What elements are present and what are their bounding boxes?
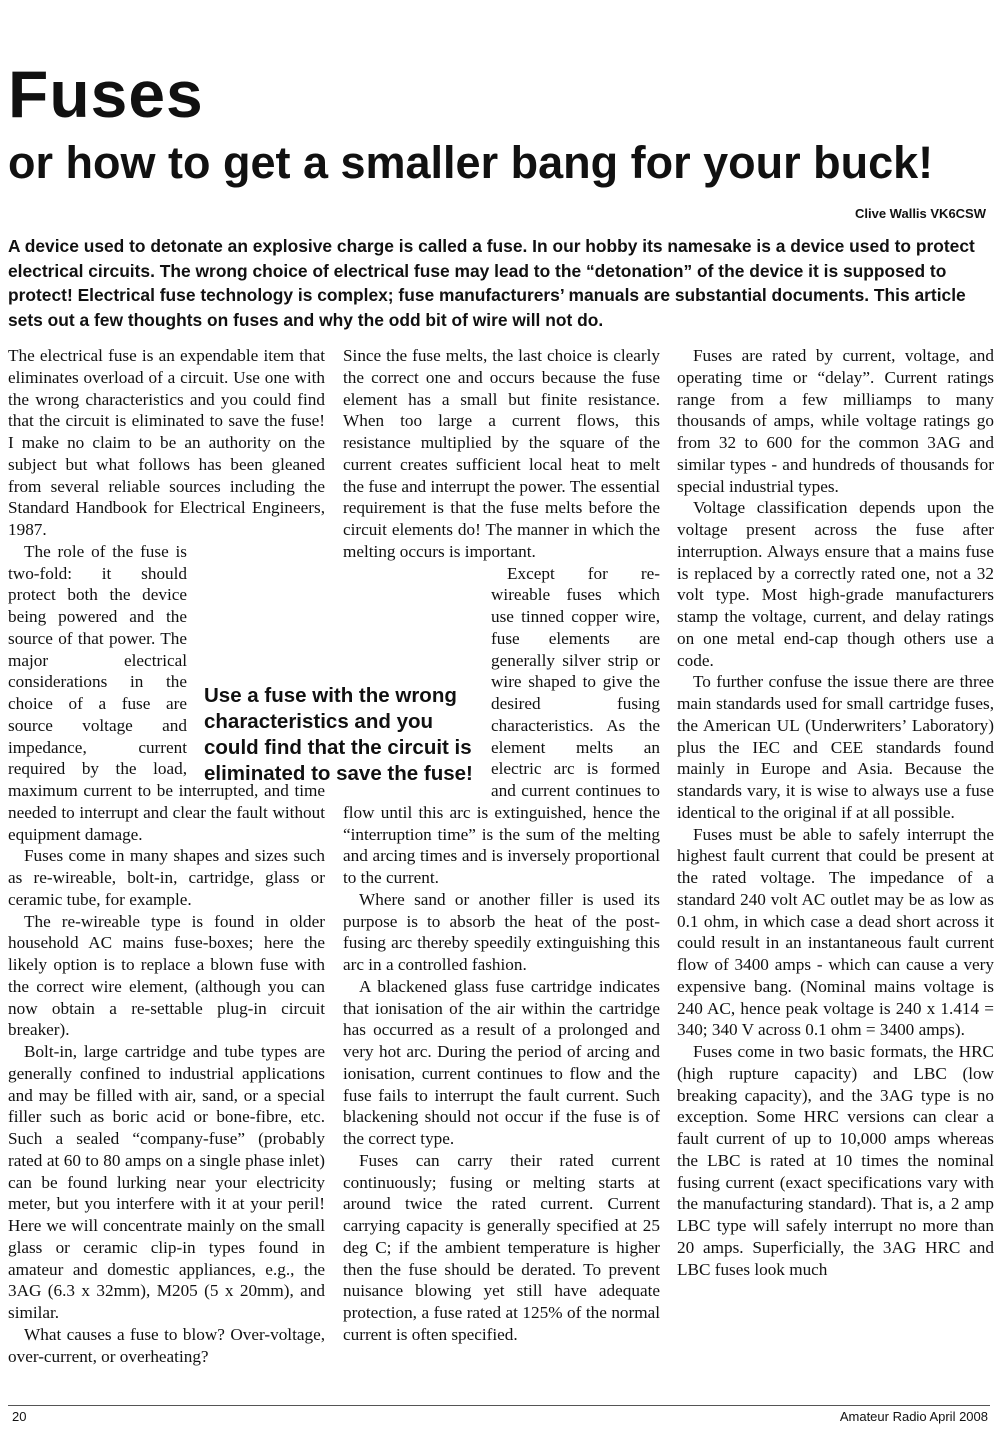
body-column-2 <box>343 345 660 1346</box>
article-subtitle: or how to get a smaller bang for your buck! <box>8 137 934 188</box>
body-paragraph: Voltage classification depends upon the voltage present across the fuse after interruption. Always ensure that a mains fuse is replaced by a correctly rated one, not a 32 volt type. Most high-grade manufacturers stamp the voltage, current, and delay ratings on one metal end-cap though others use a code. <box>677 498 994 670</box>
footer-divider <box>8 1405 990 1406</box>
article-title: Fuses <box>8 57 204 131</box>
body-paragraph: Fuses come in two basic formats, the HRC (high rupture capacity) and LBC (low breaking capacity), and the 3AG type is no exception. Some HRC versions can clear a fault current of up to 10,000 amps whereas the LBC is rated at 10 times the nominal fusing current (exact specifications vary with the manufacturing standard). That is, a 2 amp LBC type will safely interrupt no more than 20 amps. Superficially, the 3AG HRC and LBC fuses look much <box>677 1042 994 1279</box>
body-paragraph: Except for re-wireable fuses which use tinned copper wire, fuse elements are generally silver strip or wire shaped to give the desired fusing characteristics. As the element melts an electric arc is formed and current continues to flow until this arc is extinguished, hence the “interruption time” is the sum of the melting and arcing times and is inversely proportional to the current. <box>343 563 660 887</box>
body-paragraph: The role of the fuse is two-fold: it should protect both the device being powered and the source of that power. The major electrical considerations in the choice of a fuse are source voltage and impedance, current required by the load, maximum current to be interrupted, and time needed to interrupt and clear the fault without equipment damage. <box>8 541 325 844</box>
body-paragraph: Fuses are rated by current, voltage, and operating time or “delay”. Current ratings range from a few milliamps to many thousands of amps, while voltage ratings go from 32 to 600 for the common 3AG and similar types - and hundreds of thousands for special industrial types. <box>677 346 994 496</box>
publication-credit: Amateur Radio April 2008 <box>839 1409 988 1424</box>
body-paragraph: Fuses must be able to safely interrupt the highest fault current that could be present at the rated voltage. The impedance of a standard 240 volt AC outlet may be as low as 0.1 ohm, in which case a dead short across it could result in an instantaneous fault current flow of 3400 amps - which can cause a very expensive bang. (Nominal mains voltage is 240 AC, hence peak voltage is 240 x 1.414 = 340; 340 V across 0.1 ohm = 3400 amps). <box>677 824 994 1040</box>
intro-paragraph: A device used to detonate an explosive charge is called a fuse. In our hobby its namesake is a device used to protect electrical circuits. The wrong choice of electrical fuse may lead to the “detonation” of the device it is supposed to protect! Electrical fuse technology is complex; fuse manufacturers’ manuals are substantial documents. This article sets out a few thoughts on fuses and why the odd bit of wire will not do. <box>8 236 975 330</box>
author-byline: Clive Wallis VK6CSW <box>855 206 986 221</box>
body-paragraph: What causes a fuse to blow? Over-voltage, over-current, or overheating? <box>8 1324 325 1366</box>
body-paragraph: Where sand or another filler is used its purpose is to absorb the heat of the post-fusing arc thereby speedily extinguishing this arc in a controlled fashion. <box>343 889 660 974</box>
body-paragraph: A blackened glass fuse cartridge indicates that ionisation of the air within the cartridge has occurred as a result of a prolonged and very hot arc. During the period of arcing and ionisation, current continues to flow and the fuse fails to interrupt the fault current. Such blackening should not occur if the fuse is of the correct type. <box>343 976 660 1148</box>
body-column-3 <box>677 345 994 1280</box>
body-paragraph: Since the fuse melts, the last choice is clearly the correct one and occurs because the fuse element has a small but finite resistance. When too large a current flows, this resistance multiplied by the square of the current creates sufficient local heat to melt the fuse and interrupt the power. The essential requirement is that the fuse melts before the circuit elements do! The manner in which the melting occurs is important. <box>343 346 660 561</box>
page-number: 20 <box>12 1409 27 1424</box>
pull-quote: Use a fuse with the wrong characteristics and you could find that the circuit is eliminated to save the fuse! <box>204 684 473 785</box>
body-paragraph: Fuses come in many shapes and sizes such as re-wireable, bolt-in, cartridge, glass or ceramic tube, for example. <box>8 846 325 909</box>
body-column-1 <box>8 345 325 1367</box>
body-paragraph: Fuses can carry their rated current continuously; fusing or melting starts at around twice the rated current. Current carrying capacity is generally specified at 25 deg C; if the ambient temperature is higher then the fuse should be derated. To prevent nuisance blowing yet still have adequate protection, a fuse rated at 125% of the normal current is often specified. <box>343 1150 660 1344</box>
body-paragraph: The re-wireable type is found in older household AC mains fuse-boxes; here the likely option is to replace a blown fuse with the correct wire element, (although you can now obtain a re-settable plug-in circuit breaker). <box>8 911 325 1040</box>
body-paragraph: The electrical fuse is an expendable item that eliminates overload of a circuit. Use one with the wrong characteristics and you could find that the circuit is eliminated to save the fuse! I make no claim to be an authority on the subject but what follows has been gleaned from several reliable sources including the Standard Handbook for Electrical Engineers, 1987. <box>8 346 325 539</box>
body-paragraph: To further confuse the issue there are three main standards used for small cartridge fuses, the American UL (Underwriters’ Laboratory) plus the IEC and CEE standards found mainly in Europe and Asia. Because the standards vary, it is wise to always use a fuse identical to the original if at all possible. <box>677 672 994 822</box>
body-paragraph: Bolt-in, large cartridge and tube types are generally confined to industrial applications and may be filled with air, sand, or a special filler such as boric acid or bone-fibre, etc. Such a sealed “company-fuse” (probably rated at 60 to 80 amps on a single phase inlet) can be found lurking near your electricity meter, but you interfere with it at your peril! Here we will concentrate mainly on the small glass or ceramic clip-in types found in amateur and domestic appliances, e.g., the 3AG (6.3 x 32mm), M205 (5 x 20mm), and similar. <box>8 1042 325 1322</box>
